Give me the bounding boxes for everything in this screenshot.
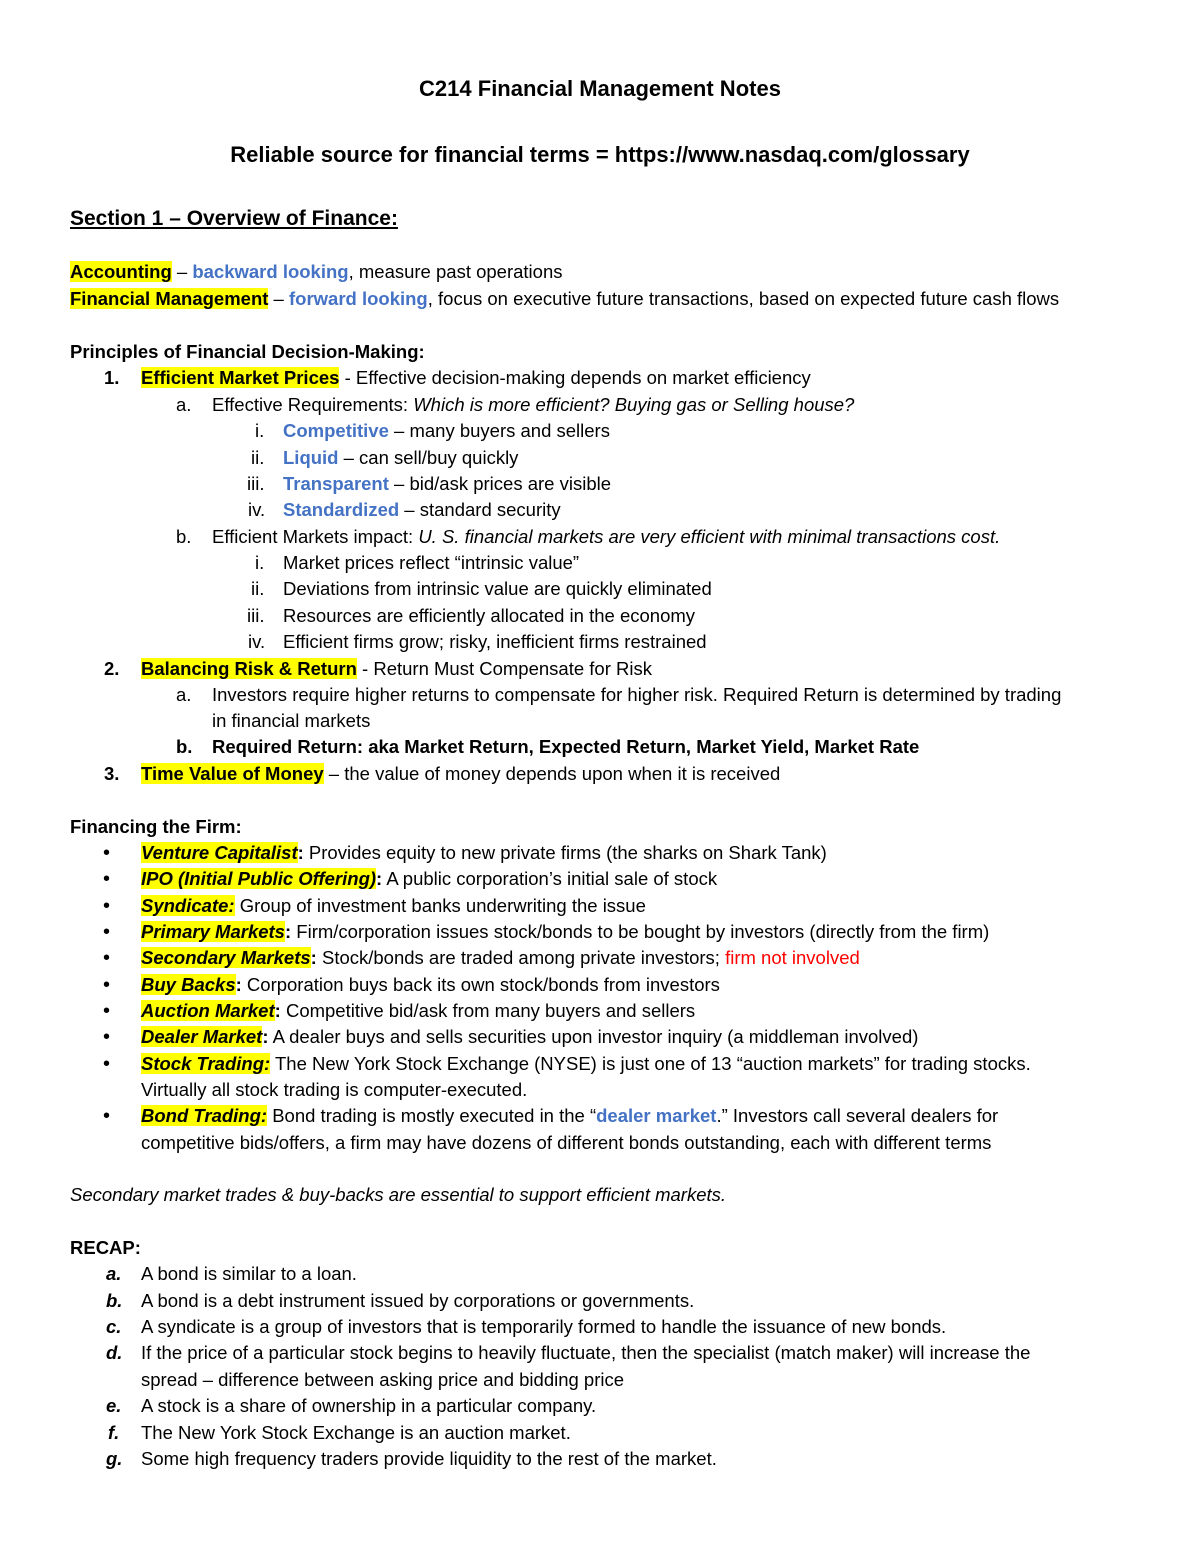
p1a-iii-term: Transparent [283,473,389,494]
dealer-rest: A dealer buys and sells securities upon investor inquiry (a middleman involved) [268,1026,919,1047]
section-heading: Section 1 – Overview of Finance: [70,207,398,230]
financing-item-syndicate [141,893,646,919]
bond-trading-dealer-market: dealer market [596,1105,717,1126]
ipo-colon: : [376,868,383,889]
auction-rest: Competitive bid/ask from many buyers and sellers [280,1000,696,1021]
financing-bullet: • [103,895,111,917]
financing-heading: Financing the Firm: [70,816,242,837]
p1b-iv-text: Efficient firms grow; risky, inefficient firms restrained [283,631,707,652]
recap-item: A syndicate is a group of investors that is temporarily formed to handle the issuance of new bonds. [141,1316,947,1337]
recap-marker: a. [106,1263,122,1284]
bond-trading-rest: Bond trading is mostly executed in the “ [267,1105,597,1126]
fm-key: forward looking [288,288,428,309]
financing-item-primary [141,919,989,945]
financing-item-secondary [141,945,860,971]
p1b-line [212,524,1000,550]
p1b-iii-text: Resources are efficiently allocated in the economy [283,605,696,626]
financing-item-venture [141,840,827,866]
recap-item: The New York Stock Exchange is an auction market. [141,1422,571,1443]
p2-number: 2. [104,658,120,679]
financing-item-auction [141,998,695,1024]
p2b-text: Required Return: aka Market Return, Expected Return, Market Yield, Market Rate [212,736,920,757]
fm-term: Financial Management [70,288,269,309]
auction-term: Auction Market [141,1000,275,1021]
stock-trading-line2: Virtually all stock trading is computer-executed. [141,1079,528,1100]
p1b-note: U. S. financial markets are very efficient with minimal transactions cost. [418,526,1001,547]
primary-colon: : [284,921,292,942]
recap-item: If the price of a particular stock begins to heavily fluctuate, then the specialist (match maker) will increase the [141,1342,1031,1363]
p1a-iv-line [283,497,561,523]
p2a-marker: a. [176,684,192,705]
bond-trading-term: Bond Trading: [141,1105,268,1126]
p1a-ii-marker: ii. [251,447,265,468]
stock-trading-rest: The New York Stock Exchange (NYSE) is just one of 13 “auction markets” for trading stocks. [270,1053,1031,1074]
accounting-rest: , measure past operations [348,261,563,282]
accounting-sep: – [171,261,193,282]
syndicate-rest: Group of investment banks underwriting the issue [234,895,646,916]
p1-number: 1. [104,367,120,388]
bond-trading-line2: competitive bids/offers, a firm may have dozens of different bonds outstanding, each with different terms [141,1132,992,1153]
ipo-rest: A public corporation’s initial sale of stock [382,868,718,889]
auction-colon: : [274,1000,281,1021]
p1a-question: Which is more efficient? Buying gas or Selling house? [413,394,855,415]
p2-line [141,656,652,682]
dealer-term: Dealer Market [141,1026,263,1047]
financing-item-ipo [141,866,717,892]
financing-closing-note: Secondary market trades & buy-backs are essential to support efficient markets. [70,1184,727,1205]
secondary-colon: : [310,947,317,968]
p1b-lead: Efficient Markets impact: [212,526,419,547]
financing-item-bond-trading [141,1103,998,1129]
buybacks-term: Buy Backs [141,974,236,995]
fm-line [70,286,1059,312]
p1a-iii-line [283,471,611,497]
p3-line [141,761,780,787]
recap-item-line2: spread – difference between asking price and bidding price [141,1369,625,1390]
financing-item-stock-trading [141,1051,1031,1077]
recap-marker: d. [106,1342,123,1363]
p2-term: Balancing Risk & Return [141,658,357,679]
financing-bullet: • [103,1026,111,1048]
accounting-key: backward looking [192,261,349,282]
secondary-rest: Stock/bonds are traded among private investors; [316,947,726,968]
p1a-iii-rest: – bid/ask prices are visible [388,473,612,494]
p1b-i-marker: i. [255,552,265,573]
p1a-line [212,392,854,418]
recap-marker: f. [108,1422,120,1443]
financing-item-buybacks [141,972,720,998]
primary-rest: Firm/corporation issues stock/bonds to be bought by investors (directly from the firm) [291,921,990,942]
p3-term: Time Value of Money [141,763,324,784]
financing-bullet: • [103,842,111,864]
financing-bullet: • [103,1105,111,1127]
ipo-term: IPO (Initial Public Offering) [141,868,377,889]
fm-rest: , focus on executive future transactions, based on expected future cash flows [427,288,1060,309]
source-line: Reliable source for financial terms = https://www.nasdaq.com/glossary [230,142,970,167]
page-title: C214 Financial Management Notes [419,76,781,101]
p1a-marker: a. [176,394,192,415]
accounting-line [70,259,563,285]
p1b-ii-text: Deviations from intrinsic value are quickly eliminated [283,578,712,599]
recap-marker: g. [106,1448,123,1469]
p1-rest: - Effective decision-making depends on market efficiency [339,367,811,388]
buybacks-colon: : [235,974,242,995]
recap-marker: e. [106,1395,122,1416]
p1a-ii-line [283,445,518,471]
dealer-colon: : [262,1026,269,1047]
p1b-iii-marker: iii. [247,605,265,626]
p1a-i-term: Competitive [283,420,389,441]
p1a-iv-rest: – standard security [399,499,561,520]
recap-marker: c. [106,1316,122,1337]
recap-item: A bond is similar to a loan. [141,1263,357,1284]
recap-item: A bond is a debt instrument issued by corporations or governments. [141,1290,695,1311]
recap-heading: RECAP: [70,1237,141,1258]
financing-bullet: • [103,947,111,969]
p1-line [141,365,811,391]
venture-colon: : [297,842,304,863]
financing-bullet: • [103,868,111,890]
secondary-red-note: firm not involved [725,947,860,968]
p1a-i-marker: i. [255,420,265,441]
secondary-term: Secondary Markets [141,947,311,968]
p2b-marker: b. [176,736,193,757]
financing-bullet: • [103,921,111,943]
buybacks-rest: Corporation buys back its own stock/bonds from investors [241,974,720,995]
principles-heading: Principles of Financial Decision-Making: [70,341,425,362]
venture-term: Venture Capitalist [141,842,298,863]
financing-item-dealer [141,1024,918,1050]
p1b-i-text: Market prices reflect “intrinsic value” [283,552,580,573]
p1a-ii-term: Liquid [283,447,339,468]
bond-trading-rest2: .” Investors call several dealers for [716,1105,999,1126]
p1a-ii-rest: – can sell/buy quickly [338,447,519,468]
p1b-marker: b. [176,526,192,547]
fm-sep: – [268,288,289,309]
p1a-i-rest: – many buyers and sellers [388,420,610,441]
recap-item: A stock is a share of ownership in a particular company. [141,1395,597,1416]
p1a-iv-marker: iv. [248,499,266,520]
primary-term: Primary Markets [141,921,285,942]
p1a-iv-term: Standardized [283,499,400,520]
venture-rest: Provides equity to new private firms (the sharks on Shark Tank) [303,842,827,863]
financing-bullet: • [103,1053,111,1075]
stock-trading-term: Stock Trading: [141,1053,271,1074]
recap-marker: b. [106,1290,123,1311]
p1a-lead: Effective Requirements: [212,394,414,415]
p3-rest: – the value of money depends upon when it is received [323,763,781,784]
financing-bullet: • [103,1000,111,1022]
p2a-line2: in financial markets [212,710,371,731]
p2-rest: - Return Must Compensate for Risk [356,658,652,679]
p1b-iv-marker: iv. [248,631,266,652]
p3-number: 3. [104,763,120,784]
p2a-line1: Investors require higher returns to compensate for higher risk. Required Return is determined by trading [212,684,1062,705]
recap-item: Some high frequency traders provide liquidity to the rest of the market. [141,1448,717,1469]
syndicate-term: Syndicate: [141,895,235,916]
p1-term: Efficient Market Prices [141,367,340,388]
p1b-ii-marker: ii. [251,578,265,599]
p1a-i-line [283,418,610,444]
accounting-term: Accounting [70,261,172,282]
p1a-iii-marker: iii. [247,473,265,494]
financing-bullet: • [103,974,111,996]
